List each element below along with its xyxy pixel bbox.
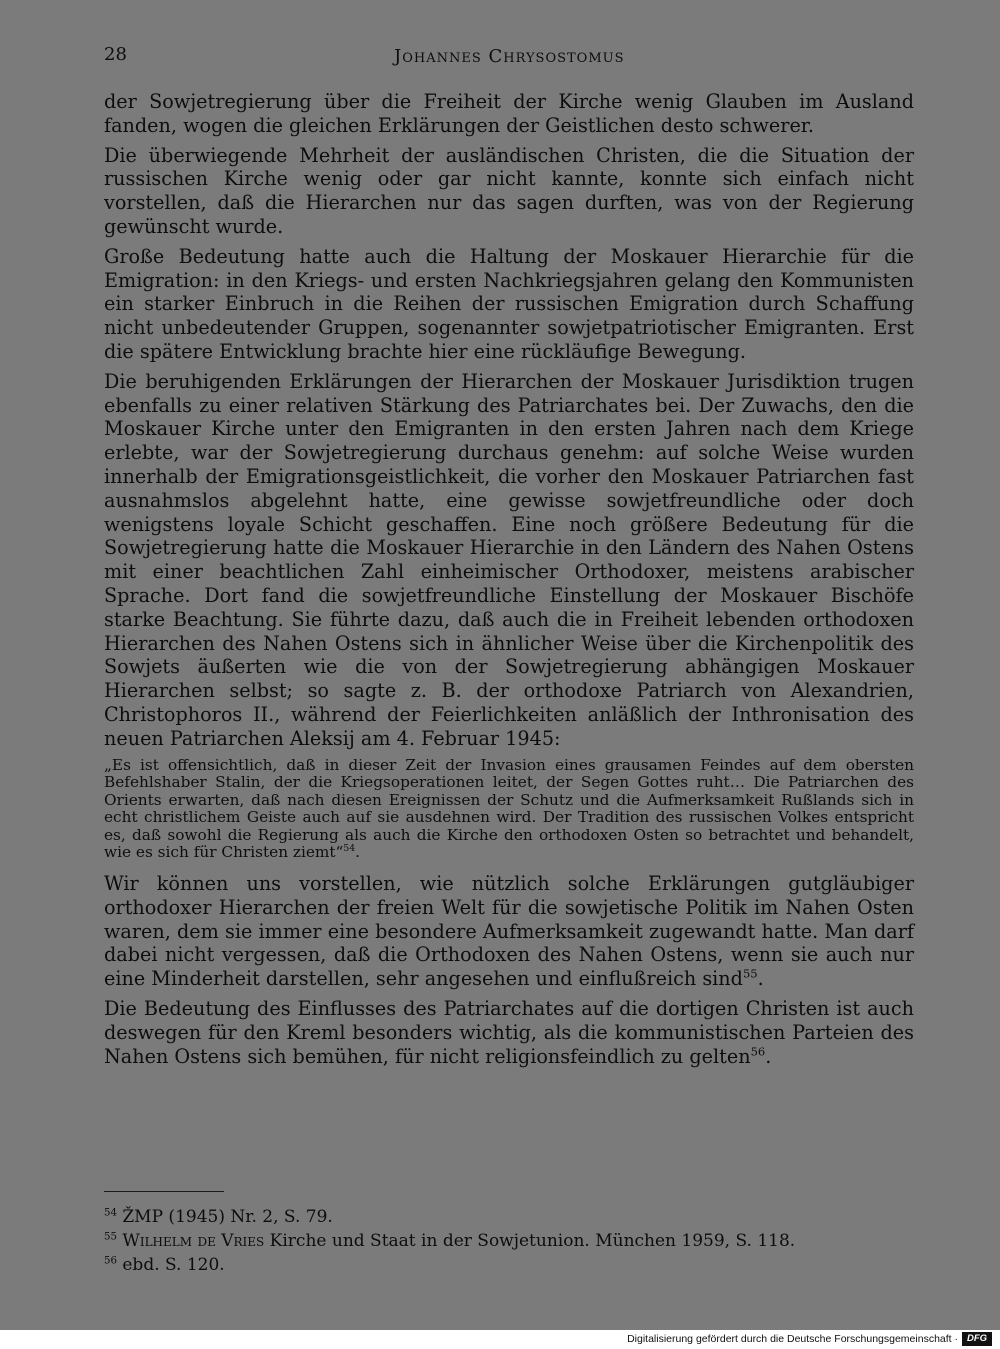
footnote-number: 56 xyxy=(104,1255,117,1267)
footnote-ref: 56 xyxy=(750,1044,766,1059)
footnote-ref: 55 xyxy=(742,966,758,981)
block-quote: „Es ist offensichtlich, daß in dieser Zeit der Invasion eines grausamen Feindes auf dem obersten Befehlshaber Stalin, der die Kriegsoperationen leitet, der Segen Gottes ruht… Die Patriarchen des Orients erwarten, daß nach diesen Ereignissen der Schutz und die Aufmerksamkeit Rußlands sich in echt christlichem Geiste auch auf sie ausdehnen wird. Der Tradition des russischen Volkes entspricht es, daß sowohl die Regierung als auch die Kirche den orthodoxen Osten so betrachtet und behandelt, wie es sich für Christen ziemt“$^{54}$. xyxy=(104,755,914,862)
paragraph: Die überwiegende Mehrheit der ausländischen Christen, die die Situation der russischen Kirche wenig oder gar nicht kannte, konnte sich einfach nicht vorstellen, daß die Hierarchen nur das sagen durften, was von der Regierung gewünscht wurde. xyxy=(104,143,914,238)
paragraph: der Sowjetregierung über die Freiheit der Kirche wenig Glauben im Ausland fanden, wogen die gleichen Erklärungen der Geistlichen desto schwerer. xyxy=(104,90,914,137)
body-text xyxy=(104,90,914,1074)
footnote-ref: 54 xyxy=(343,843,356,855)
footnote-text: ebd. S. 120. xyxy=(122,1255,225,1275)
paragraph: Große Bedeutung hatte auch die Haltung der Moskauer Hierarchie für die Emigration: in den Kriegs- und ersten Nachkriegsjahren gelang den Kommunisten ein starker Einbruch in die Reihen der russischen Emigration durch Schaffung nicht unbedeutender Gruppen, sogenannter sowjetpatriotischer Emigranten. Erst die spätere Entwicklung brachte hier eine rückläufige Bewegung. xyxy=(104,244,914,363)
footnote xyxy=(104,1254,914,1276)
footnotes xyxy=(104,1206,914,1278)
footnote-number: 55 xyxy=(104,1231,117,1243)
running-title: Johannes Chrysostomus xyxy=(394,46,625,67)
footnote-author: Wilhelm de Vries xyxy=(122,1231,265,1251)
digitization-credit-bar xyxy=(0,1330,1000,1349)
footnote-text: ŽMP (1945) Nr. 2, S. 79. xyxy=(122,1207,333,1227)
footnote-text: Kirche und Staat in der Sowjetunion. München 1959, S. 118. xyxy=(264,1231,796,1251)
paragraph-text: Wir können uns vorstellen, wie nützlich solche Erklärungen gutgläubiger orthodoxer Hierarchen der freien Welt für die sowjetische Politik im Nahen Osten waren, dem sie immer eine besondere Aufmerksamkeit zugewandt hatte. Man darf dabei nicht vergessen, daß die Orthodoxen des Nahen Ostens, wenn sie auch nur eine Minderheit darstellen, sehr angesehen und einflußreich sind xyxy=(104,872,914,991)
paragraph: Wir können uns vorstellen, wie nützlich solche Erklärungen gutgläubiger orthodoxer Hierarchen der freien Welt für die sowjetische Politik im Nahen Osten waren, dem sie immer eine besondere Aufmerksamkeit zugewandt hatte. Man darf dabei nicht vergessen, daß die Orthodoxen des Nahen Ostens, wenn sie auch nur eine Minderheit darstellen, sehr angesehen und einflußreich sind$^{55}$. xyxy=(104,872,914,991)
dfg-logo: DFG xyxy=(962,1332,992,1346)
quote-text: „Es ist offensichtlich, daß in dieser Zeit der Invasion eines grausamen Feindes auf dem obersten Befehlshaber Stalin, der die Kriegsoperationen leitet, der Segen Gottes ruht… Die Patriarchen des Orients erwarten, daß nach diesen Ereignissen der Schutz und die Aufmerksamkeit Rußlands sich in echt christlichem Geiste auch auf sie ausdehnen wird. Der Tradition des russischen Volkes entspricht es, daß sowohl die Regierung als auch die Kirche den orthodoxen Osten so betrachtet und behandelt, wie es sich für Christen ziemt“ xyxy=(104,755,914,862)
footnote xyxy=(104,1230,914,1252)
digitization-credit: Digitalisierung gefördert durch die Deutsche Forschungsgemeinschaft · xyxy=(627,1333,958,1345)
footnote xyxy=(104,1206,914,1228)
paragraph: Die beruhigenden Erklärungen der Hierarchen der Moskauer Jurisdiktion trugen ebenfalls zu einer relativen Stärkung des Patriarchates bei. Der Zuwachs, den die Moskauer Kirche unter den Emigranten in den ersten Jahren nach dem Kriege erlebte, war der Sowjetregierung durchaus genehm: auf solche Weise wurden innerhalb der Emigrationsgeistlichkeit, die vorher den Moskauer Patriarchen fast ausnahmslos abgelehnt hatte, eine gewisse sowjetfreundliche oder doch wenigstens loyale Schicht geschaffen. Eine noch größere Bedeutung für die Sowjetregierung hatte die Moskauer Hierarchie in den Ländern des Nahen Ostens mit einer beachtlichen Zahl einheimischer Orthodoxer, meistens arabischer Sprache. Dort fand die sowjetfreundliche Einstellung der Moskauer Bischöfe starke Beachtung. Sie führte dazu, daß auch die in Freiheit lebenden orthodoxen Hierarchen des Nahen Ostens sich in ähnlicher Weise über die Kirchenpolitik des Sowjets äußerten wie die von der Sowjetregierung abhängigen Moskauer Hierarchen selbst; so sagte z. B. der orthodoxe Patriarch von Alexandrien, Christophoros II., während der Feierlichkeiten anläßlich der Inthronisation des neuen Patriarchen Aleksij am 4. Februar 1945: xyxy=(104,369,914,750)
paragraph-text: Die Bedeutung des Einflusses des Patriarchates auf die dortigen Christen ist auch deswegen für den Kreml besonders wichtig, als die kommunistischen Parteien des Nahen Ostens sich bemühen, für nicht religionsfeindlich zu gelten xyxy=(104,997,914,1068)
footnote-divider xyxy=(104,1191,224,1192)
paragraph: Die Bedeutung des Einflusses des Patriarchates auf die dortigen Christen ist auch deswegen für den Kreml besonders wichtig, als die kommunistischen Parteien des Nahen Ostens sich bemühen, für nicht religionsfeindlich zu gelten$^{56}$. xyxy=(104,997,914,1068)
page-number: 28 xyxy=(104,44,127,65)
footnote-number: 54 xyxy=(104,1207,117,1219)
